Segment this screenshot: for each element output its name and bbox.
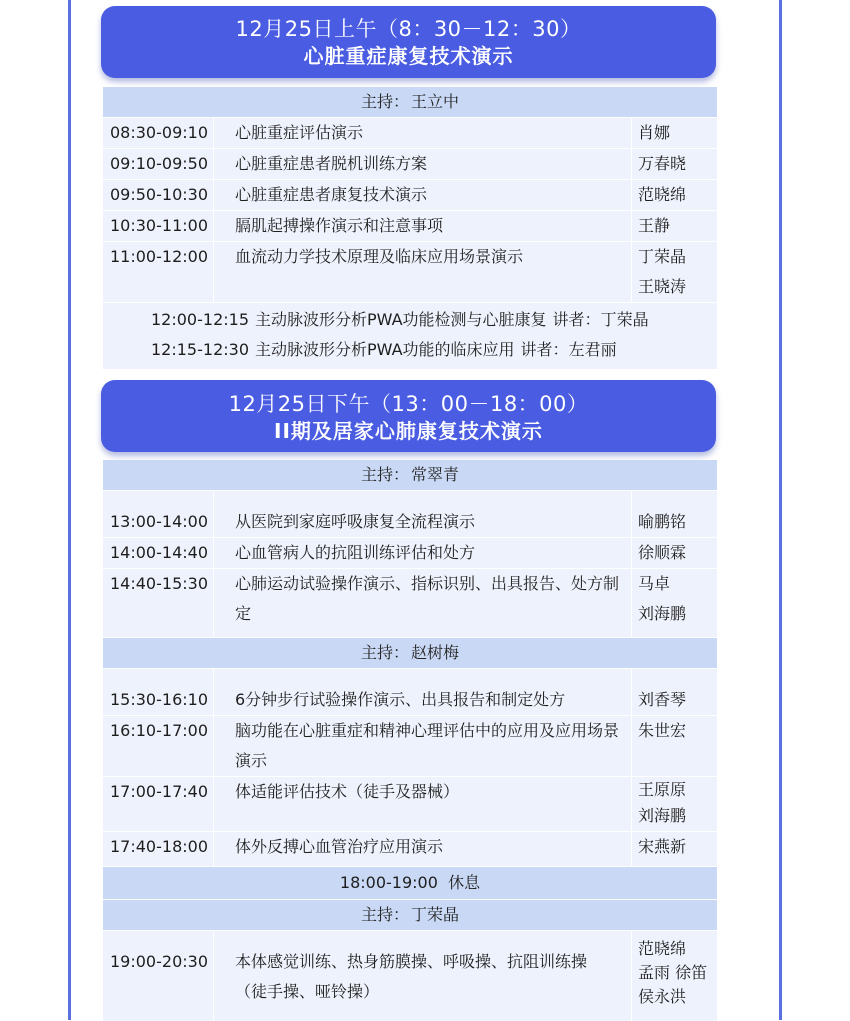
note-speaker: 左君丽 [568,340,617,359]
host-label: 主持： [360,643,409,662]
host-label: 主持： [360,905,409,924]
row-speakers [638,716,717,746]
block3-host-row [103,899,717,930]
row-time: 09:50-10:30 [110,185,208,204]
row-topic: 体适能评估技术（徒手及器械） [235,782,460,801]
host-name: 王立中 [411,92,460,111]
row-speakers [638,118,717,148]
note-speaker-label: 讲者： [552,310,601,329]
speaker: 侯永洪 [638,987,687,1006]
table-row [103,241,717,302]
note-topic: 主动脉波形分析PWA功能检测与心脏康复 [255,310,547,329]
session2-table [103,460,717,1021]
speaker: 马卓 [638,574,671,593]
row-time: 17:40-18:00 [110,837,208,856]
table-row [103,148,717,179]
speaker: 孟雨 徐笛 [638,963,708,982]
row-topic: 6分钟步行试验操作演示、出具报告和制定处方 [235,690,566,709]
row-topic: 体外反搏心血管治疗应用演示 [235,837,444,856]
note-time: 12:15-12:30 [151,340,249,359]
row-speakers [638,937,717,1009]
speaker: 宋燕新 [638,837,687,856]
speaker: 丁荣晶 [638,247,687,266]
speaker: 朱世宏 [638,721,687,740]
row-speakers [638,242,717,302]
note-time: 12:00-12:15 [151,310,249,329]
note-row [103,335,717,365]
host-name: 赵树梅 [411,643,460,662]
row-topic: 从医院到家庭呼吸康复全流程演示 [235,512,476,531]
row-time: 14:40-15:30 [110,574,208,593]
frame-left-border [68,0,71,1020]
table-row [103,210,717,241]
row-time: 11:00-12:00 [110,247,208,266]
frame-right-border [779,0,782,1020]
session1-time: 12月25日上午（8：30－12：30） [235,17,582,41]
row-time: 16:10-17:00 [110,721,208,740]
row-speakers [638,777,717,829]
session1-host-row [103,87,717,117]
row-topic: 心血管病人的抗阻训练评估和处方 [235,543,476,562]
table-row [103,715,717,776]
row-time: 13:00-14:00 [110,512,208,531]
row-topic: 心脏重症患者康复技术演示 [235,185,428,204]
row-topic: 脑功能在心脏重症和精神心理评估中的应用及应用场景演示 [235,721,620,770]
session1-banner [101,6,716,78]
session2-time: 12月25日下午（13：00－18：00） [228,392,589,416]
note-speaker-label: 讲者： [520,340,569,359]
speaker: 王静 [638,216,671,235]
block2-host-row [103,637,717,668]
table-row [103,117,717,148]
host-label: 主持： [360,465,409,484]
row-speakers [638,832,717,862]
row-time: 10:30-11:00 [110,216,208,235]
table-row [103,537,717,568]
row-topic: 心肺运动试验操作演示、指标识别、出具报告、处方制定 [235,574,620,623]
note-row [103,305,717,335]
speaker: 喻鹏铭 [638,512,687,531]
session2-title: II期及居家心肺康复技术演示 [274,419,543,443]
row-speakers [638,180,717,210]
row-speakers [638,538,717,568]
host-name: 常翠青 [411,465,460,484]
speaker: 王原原 [638,780,687,799]
table-row [103,490,717,537]
row-topic: 血流动力学技术原理及临床应用场景演示 [235,247,524,266]
row-time: 15:30-16:10 [110,690,208,709]
table-row [103,568,717,637]
table-row [103,668,717,715]
table-row [103,776,717,831]
row-topic: 心脏重症患者脱机训练方案 [235,154,428,173]
speaker: 万春晓 [638,154,687,173]
row-time: 19:00-20:30 [110,952,208,971]
row-time: 09:10-09:50 [110,154,208,173]
table-row [103,179,717,210]
break-row [103,866,717,899]
speaker: 刘海鹏 [638,806,687,825]
session1-title: 心脏重症康复技术演示 [303,44,514,68]
table-row [103,930,717,1021]
speaker: 刘海鹏 [638,604,687,623]
host-label: 主持： [360,92,409,111]
speaker: 刘香琴 [638,690,687,709]
note-speaker: 丁荣晶 [600,310,649,329]
session1-notes [103,302,717,369]
row-speakers [638,211,717,241]
speaker: 范晓绵 [638,185,687,204]
row-speakers [638,507,717,537]
table-row [103,831,717,866]
row-topic: 心脏重症评估演示 [235,123,364,142]
row-speakers [638,685,717,715]
row-topic: 本体感觉训练、热身筋膜操、呼吸操、抗阻训练操（徒手操、哑铃操） [235,952,588,1001]
session2-banner [101,380,716,452]
speaker: 范晓绵 [638,939,687,958]
block1-host-row [103,460,717,490]
session1-table [103,87,717,369]
row-speakers [638,569,717,629]
break-label: 休息 [448,873,481,892]
speaker: 王晓涛 [638,277,687,296]
row-topic: 膈肌起搏操作演示和注意事项 [235,216,444,235]
host-name: 丁荣晶 [411,905,460,924]
speaker: 徐顺霖 [638,543,687,562]
speaker: 肖娜 [638,123,671,142]
row-time: 08:30-09:10 [110,123,208,142]
break-time: 18:00-19:00 [339,873,438,892]
row-time: 17:00-17:40 [110,782,208,801]
row-speakers [638,149,717,179]
note-topic: 主动脉波形分析PWA功能的临床应用 [255,340,515,359]
row-time: 14:00-14:40 [110,543,208,562]
